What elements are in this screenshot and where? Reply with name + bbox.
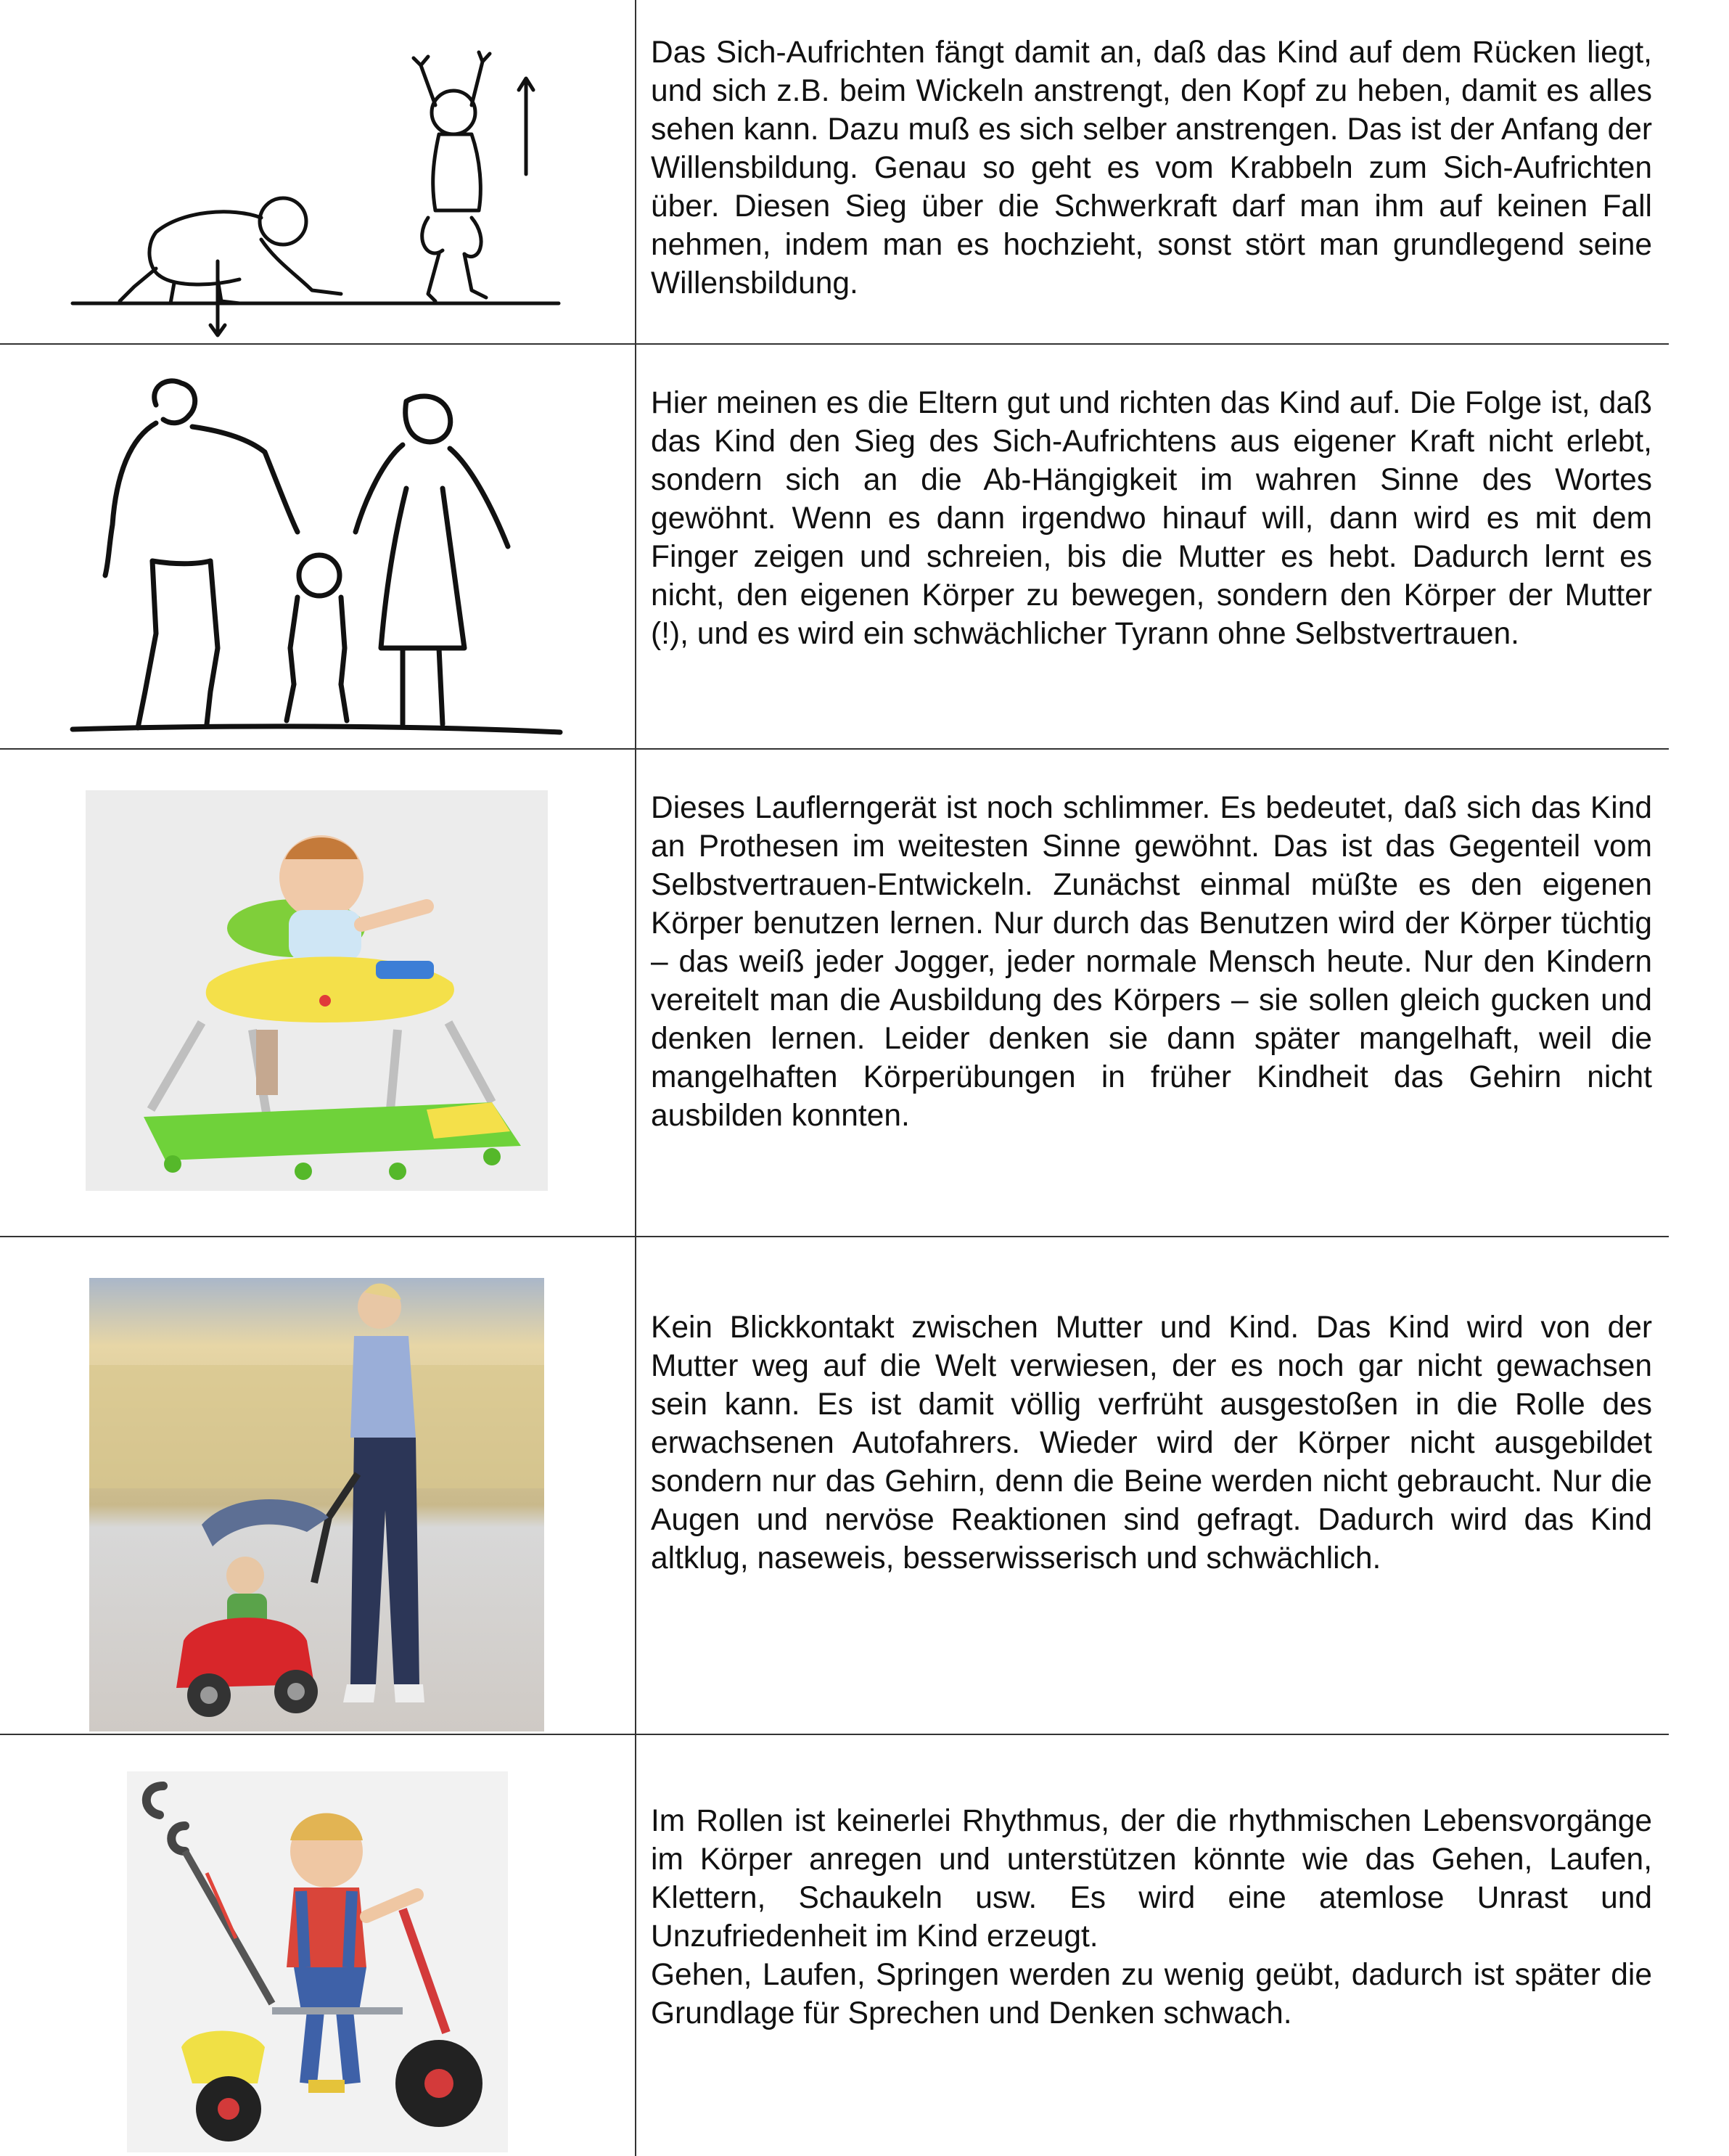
- baby-walker-photo: [86, 790, 548, 1191]
- table-row: [0, 343, 1669, 750]
- crawl-stand-drawing: [0, 0, 635, 343]
- row-text: Hier meinen es die Eltern gut und richten das Kind auf. Die Folge ist, daß das Kind den Sieg des Sich-Aufrichtens aus eigener Kraft nicht erlebt, sondern sich an die Ab-Hängigkeit im wahren Sinne des Wortes gewöhnt. Wenn es dann irgendwo hinauf will, dann wird es mit dem Finger zeigen und schreien, bis die Mutter es hebt. Dadurch lernt es nicht, den eigenen Körper zu bewegen, sondern den Körper der Mutter (!), und es wird ein schwächlicher Tyrann ohne Selbstvertrauen.: [651, 386, 1652, 651]
- table-row: [0, 1236, 1669, 1735]
- tricycle-photo: [127, 1771, 508, 2152]
- parents-lifting-child-drawing: [0, 343, 635, 748]
- table-row: [0, 0, 1669, 345]
- row-text: Dieses Lauflerngerät ist noch schlimmer. Es bedeutet, daß sich das Kind an Prothesen im weitesten Sinne gewöhnt. Das ist das Gegenteil vom Selbstvertrauen-Entwickeln. Zunächst einmal müßte es den eigenen Körper benutzen lernen. Nur durch das Benutzen wird der Körper tüchtig – das weiß jeder Jogger, jeder normale Mensch heute. Nur den Kindern vereitelt man die Ausbildung des Körpers – sie sollen gleich gucken und denken lernen. Leider denken sie dann später mangelhaft, weil die mangelhaften Körperübungen in früher Kindheit das Gehirn nicht ausbilden konnten.: [651, 791, 1652, 1133]
- table-row: [0, 1734, 1669, 2156]
- push-car-photo: [89, 1278, 544, 1731]
- table-row: [0, 748, 1669, 1237]
- row-text: Das Sich-Aufrichten fängt damit an, daß das Kind auf dem Rücken liegt, und sich z.B. beim Wickeln anstrengt, den Kopf zu heben, damit es alles sehen kann. Dazu muß es sich selber anstrengen. Das ist der Anfang der Willensbildung. Genau so geht es vom Krabbeln zum Sich-Aufrichten über. Diesen Sieg über die Schwerkraft darf man ihm auf keinen Fall nehmen, indem man es hochzieht, sonst stört man grundlegend seine Willensbildung.: [651, 36, 1652, 300]
- row-text: Im Rollen ist keinerlei Rhythmus, der die rhythmischen Lebensvorgänge im Körper anregen und unterstützen könnte wie das Gehen, Laufen, Klettern, Schaukeln usw. Es wird eine atemlose Unrast und Unzufriedenheit im Kind erzeugt. Gehen, Laufen, Springen werden zu wenig geübt, dadurch ist später die Grundlage für Sprechen und Denken schwach.: [651, 1804, 1652, 2030]
- row-text: Kein Blickkontakt zwischen Mutter und Kind. Das Kind wird von der Mutter weg auf die Welt verwiesen, der es noch gar nicht gewachsen sein kann. Es ist damit völlig verfrüht ausgestoßen in die Rolle des erwachsenen Autofahrers. Wieder wird der Körper nicht ausgebildet sondern nur das Gehirn, denn die Beine werden nicht gebraucht. Nur die Augen und nervöse Reaktionen sind gefragt. Dadurch wird das Kind altklug, naseweis, besserwisserisch und schwächlich.: [651, 1311, 1652, 1575]
